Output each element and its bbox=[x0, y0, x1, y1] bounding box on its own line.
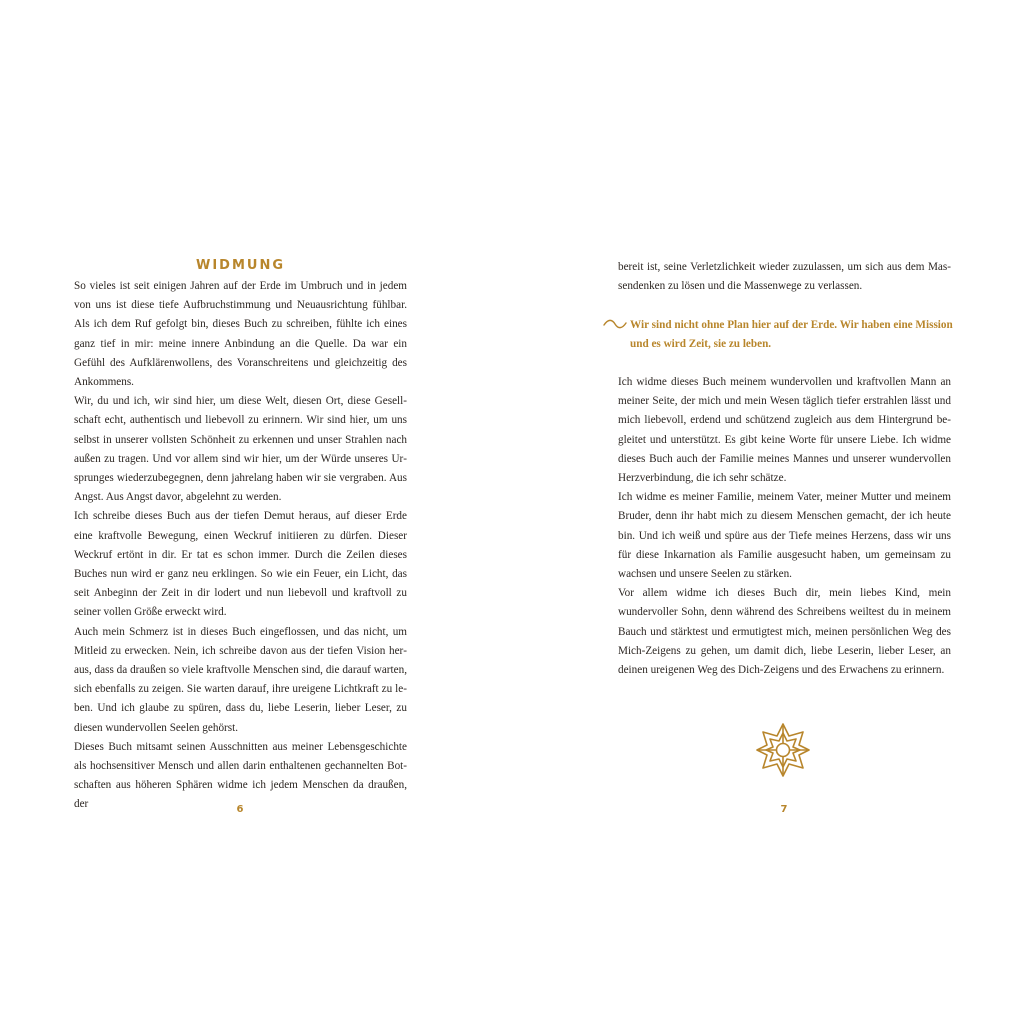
continuation-text bbox=[618, 258, 951, 296]
paragraph: Auch mein Schmerz ist in dieses Buch eingeflossen, und das nicht, um Mitleid zu erwecken. Nein, ich schreibe davon aus der tiefen Vision heraus, dass da draußen so viele kraftvolle Menschen sind, die darauf warten, sich ebenfalls zu zeigen. Sie warten darauf, ihre ureigene Lichtkraft zu leben. Und ich glaube zu spüren, dass du, liebe Leserin, lieber Leser, zu diesen wundervollen Seelen gehörst. bbox=[74, 625, 407, 734]
paragraph: Ich widme es meiner Familie, meinem Vater, meiner Mutter und meinem Bruder, denn ihr habt mich zu diesem Menschen gemacht, der ich heute bin. Und ich weiß und spüre aus der Tiefe meines Herzens, dass wir uns für diese Inkarnation als Familie ausgesucht haben, um gemeinsam zu wachsen und unsere Seelen zu stärken. bbox=[618, 491, 951, 581]
right-body-text bbox=[618, 373, 951, 680]
paragraph: bereit ist, seine Verletzlichkeit wieder zuzulassen, um sich aus dem Massendenken zu lösen und die Massenwege zu verlassen. bbox=[618, 261, 951, 293]
paragraph: Vor allem widme ich dieses Buch dir, mein liebes Kind, mein wundervoller Sohn, denn während des Schreibens weiltest du in meinem Bauch und stärktest und ermutigtest mich, meinen persönlichen Weg des Mich-Zeigens zu gehen, um damit dich, liebe Leserin, lieber Leser, an deinen ureigenen Weg des Dich-Zeigens und des Erwachens zu erinnern. bbox=[618, 587, 951, 677]
paragraph: Dieses Buch mitsamt seinen Ausschnitten aus meiner Lebensgeschichte als hochsensitiver Mensch und allen darin enthaltenen gechannelten Botschaften aus höheren Sphären widme ich jedem Menschen da draußen, der bbox=[74, 740, 407, 811]
page-number: 7 bbox=[780, 804, 788, 815]
left-body-text bbox=[74, 277, 407, 815]
quote-swash-icon bbox=[603, 318, 627, 330]
star-flower-ornament-icon bbox=[755, 722, 811, 778]
page-number: 6 bbox=[236, 804, 244, 815]
paragraph: Ich widme dieses Buch meinem wundervollen und kraftvollen Mann an meiner Seite, der mich und mein Wesen täglich tiefer erstrahlen lässt und mich liebevoll, erdend und schützend zugleich aus dem Hintergrund begleitet und unterstützt. Es gibt keine Worte für unsere Liebe. Ich widme dieses Buch auch der Familie meines Mannes und unserer wundervollen Herzverbindung, die ich sehr schätze. bbox=[618, 376, 951, 485]
paragraph: So vieles ist seit einigen Jahren auf der Erde im Umbruch und in jedem von uns ist diese tiefe Aufbruchstimmung und Neuausrichtung fühlbar. Als ich dem Ruf gefolgt bin, dieses Buch zu schreiben, fühlte ich eines ganz tief in mir: meine innere Anbindung an die Quelle. Da war ein Gefühl des Aufklärenwollens, des Voranschreitens und gleichzeitig des Ankommens. bbox=[74, 280, 407, 389]
pull-quote: Wir sind nicht ohne Plan hier auf der Erde. Wir haben eine Mission und es wird Zeit, sie zu leben. bbox=[630, 319, 953, 351]
right-page bbox=[512, 0, 1024, 1024]
page-heading: WIDMUNG bbox=[195, 258, 285, 273]
paragraph: Wir, du und ich, wir sind hier, um diese Welt, diesen Ort, diese Gesellschaft echt, authentisch und liebevoll zu erinnern. Wir sind hier, um uns selbst in unserer vollsten Schönheit zu erkennen und unser Strahlen nach außen zu tragen. Und vor allem sind wir hier, um der Würde unseres Ursprunges wiederzubegegnen, denn jahrelang haben wir sie vergraben. Aus Angst. Aus Angst davor, abgelehnt zu werden. bbox=[74, 395, 407, 504]
paragraph: Ich schreibe dieses Buch aus der tiefen Demut heraus, auf dieser Erde eine kraftvolle Bewegung, einen Weckruf initiieren zu dürfen. Dieser Weckruf ertönt in dir. Er tat es schon immer. Durch die Zeilen dieses Buches nun wird er ganz neu erklingen. So wie ein Feuer, ein Licht, das seit Anbeginn der Zeit in dir lodert und nun liebevoll und kraftvoll zu seiner vollen Größe erweckt wird. bbox=[74, 510, 407, 619]
